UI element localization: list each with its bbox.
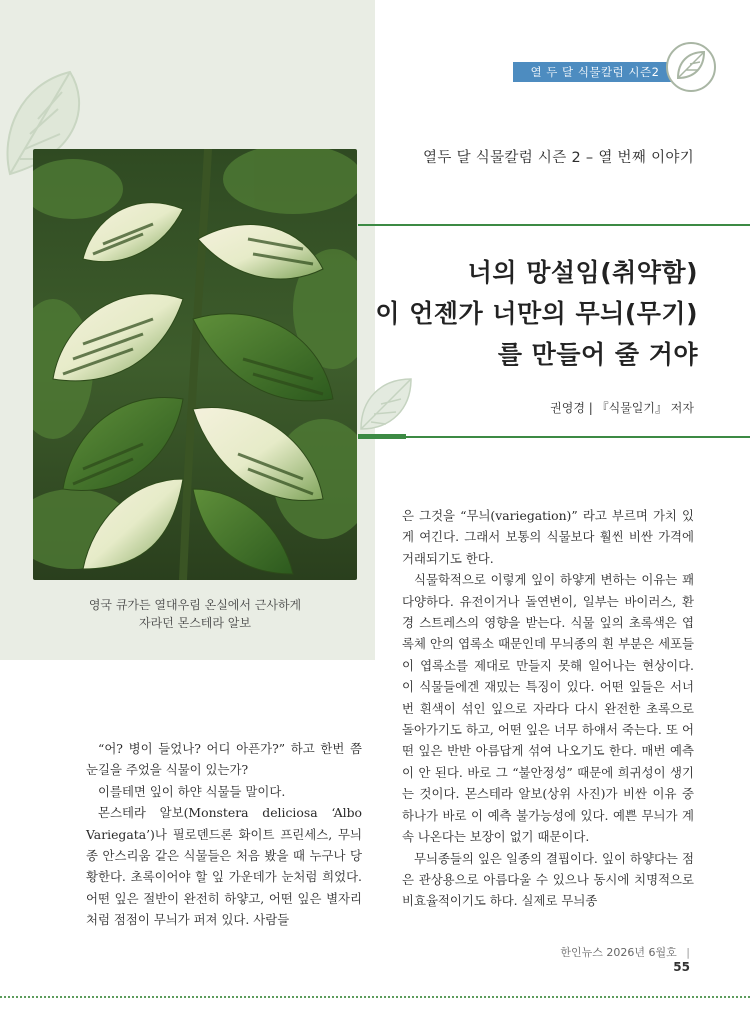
column-subtitle: 열두 달 식물칼럼 시즌 2 – 열 번째 이야기 — [423, 150, 694, 166]
author-byline: 권영경 | 『식물일기』 저자 — [550, 401, 694, 415]
caption-line: 영국 큐가든 열대우림 온실에서 근사하게 — [88, 598, 302, 612]
article-column-left — [86, 738, 362, 931]
photo-caption — [33, 596, 357, 632]
title-line: 이 언젠가 너만의 무늬(무기) — [375, 299, 698, 328]
paragraph: 무늬종들의 잎은 일종의 결핍이다. 잎이 하얗다는 점은 관상용으로 아름다울 수 있으나 동시에 치명적으로 비효율적이기도 하다. 실제로 무늬종 — [402, 850, 694, 909]
title-line: 를 만들어 줄 거야 — [497, 340, 698, 369]
paragraph: 은 그것을 “무늬(variegation)” 라고 부르며 가치 있게 여긴다. 그래서 보통의 식물보다 훨씬 비싼 가격에 거래되기도 한다. — [402, 508, 694, 566]
paragraph: 식물학적으로 이렇게 잎이 하얗게 변하는 이유는 꽤 다양하다. 유전이거나 돌연변이, 일부는 바이러스, 환경 스트레스의 영향을 받는다. 식물 잎의 초록색은 엽록체 안의 엽록소 때문인데 무늬종의 흰 부분은 세포들이 엽록소를 제대로 만들지 못해 일어나는 현상이다. 이 식물들에겐 재밌는 특징이 있다. 어떤 잎들은 서너 번 흰색이 섞인 잎으로 자라다 다시 완전한 초록으로 돌아가기도 하고, 어떤 잎은 너무 하얘서 죽는다. 또 어떤 잎은 반반 아름답게 섞여 나오기도 한다. 매번 예측이 안 된다. 바로 그 “불안정성” 때문에 희귀성이 생기는 것이다. 몬스테라 알보(상위 사진)가 비싼 이유 중 하나가 바로 이 예측 불가능성에 있다. 예쁜 무늬가 계속 나온다는 보장이 없기 때문이다. — [402, 572, 694, 845]
bottom-dotted-border — [0, 996, 750, 998]
bottom-divider — [358, 436, 750, 438]
paragraph: “어? 병이 들었나? 어디 아픈가?” 하고 한번 쯤 눈길을 주었을 식물이 있는가? — [86, 741, 362, 778]
leaf-circle-icon — [664, 40, 718, 94]
caption-line: 자라던 몬스테라 알보 — [139, 616, 251, 630]
paragraph: 몬스테라 알보(Monstera deliciosa ‘Albo Variegata’)나 필로덴드론 화이트 프린세스, 무늬종 안스리움 같은 식물들은 처음 봤을 때 누구나 당황한다. 초록이어야 할 잎 가운데가 눈처럼 희었다. 어떤 잎은 절반이 완전히 하얗고, 어떤 잎은 별자리처럼 점점이 무늬가 퍼져 있다. 사람들 — [86, 805, 362, 928]
monstera-albo-photo — [33, 149, 357, 580]
series-badge: 열 두 달 식물칼럼 시즌2 — [513, 62, 677, 82]
title-line: 너의 망설임(취약함) — [467, 258, 698, 287]
article-column-right — [402, 505, 694, 912]
top-divider — [358, 224, 750, 226]
page-footer — [560, 944, 690, 974]
page-number: 55 — [673, 960, 690, 974]
article-title — [372, 252, 698, 375]
paragraph: 이를테면 잎이 하얀 식물들 말이다. — [98, 783, 286, 799]
divider-accent — [358, 434, 406, 439]
publication-name: 한인뉴스 2026년 6월호 — [560, 946, 677, 959]
footer-separator: | — [686, 946, 690, 959]
small-leaf-decoration-icon — [356, 374, 416, 434]
